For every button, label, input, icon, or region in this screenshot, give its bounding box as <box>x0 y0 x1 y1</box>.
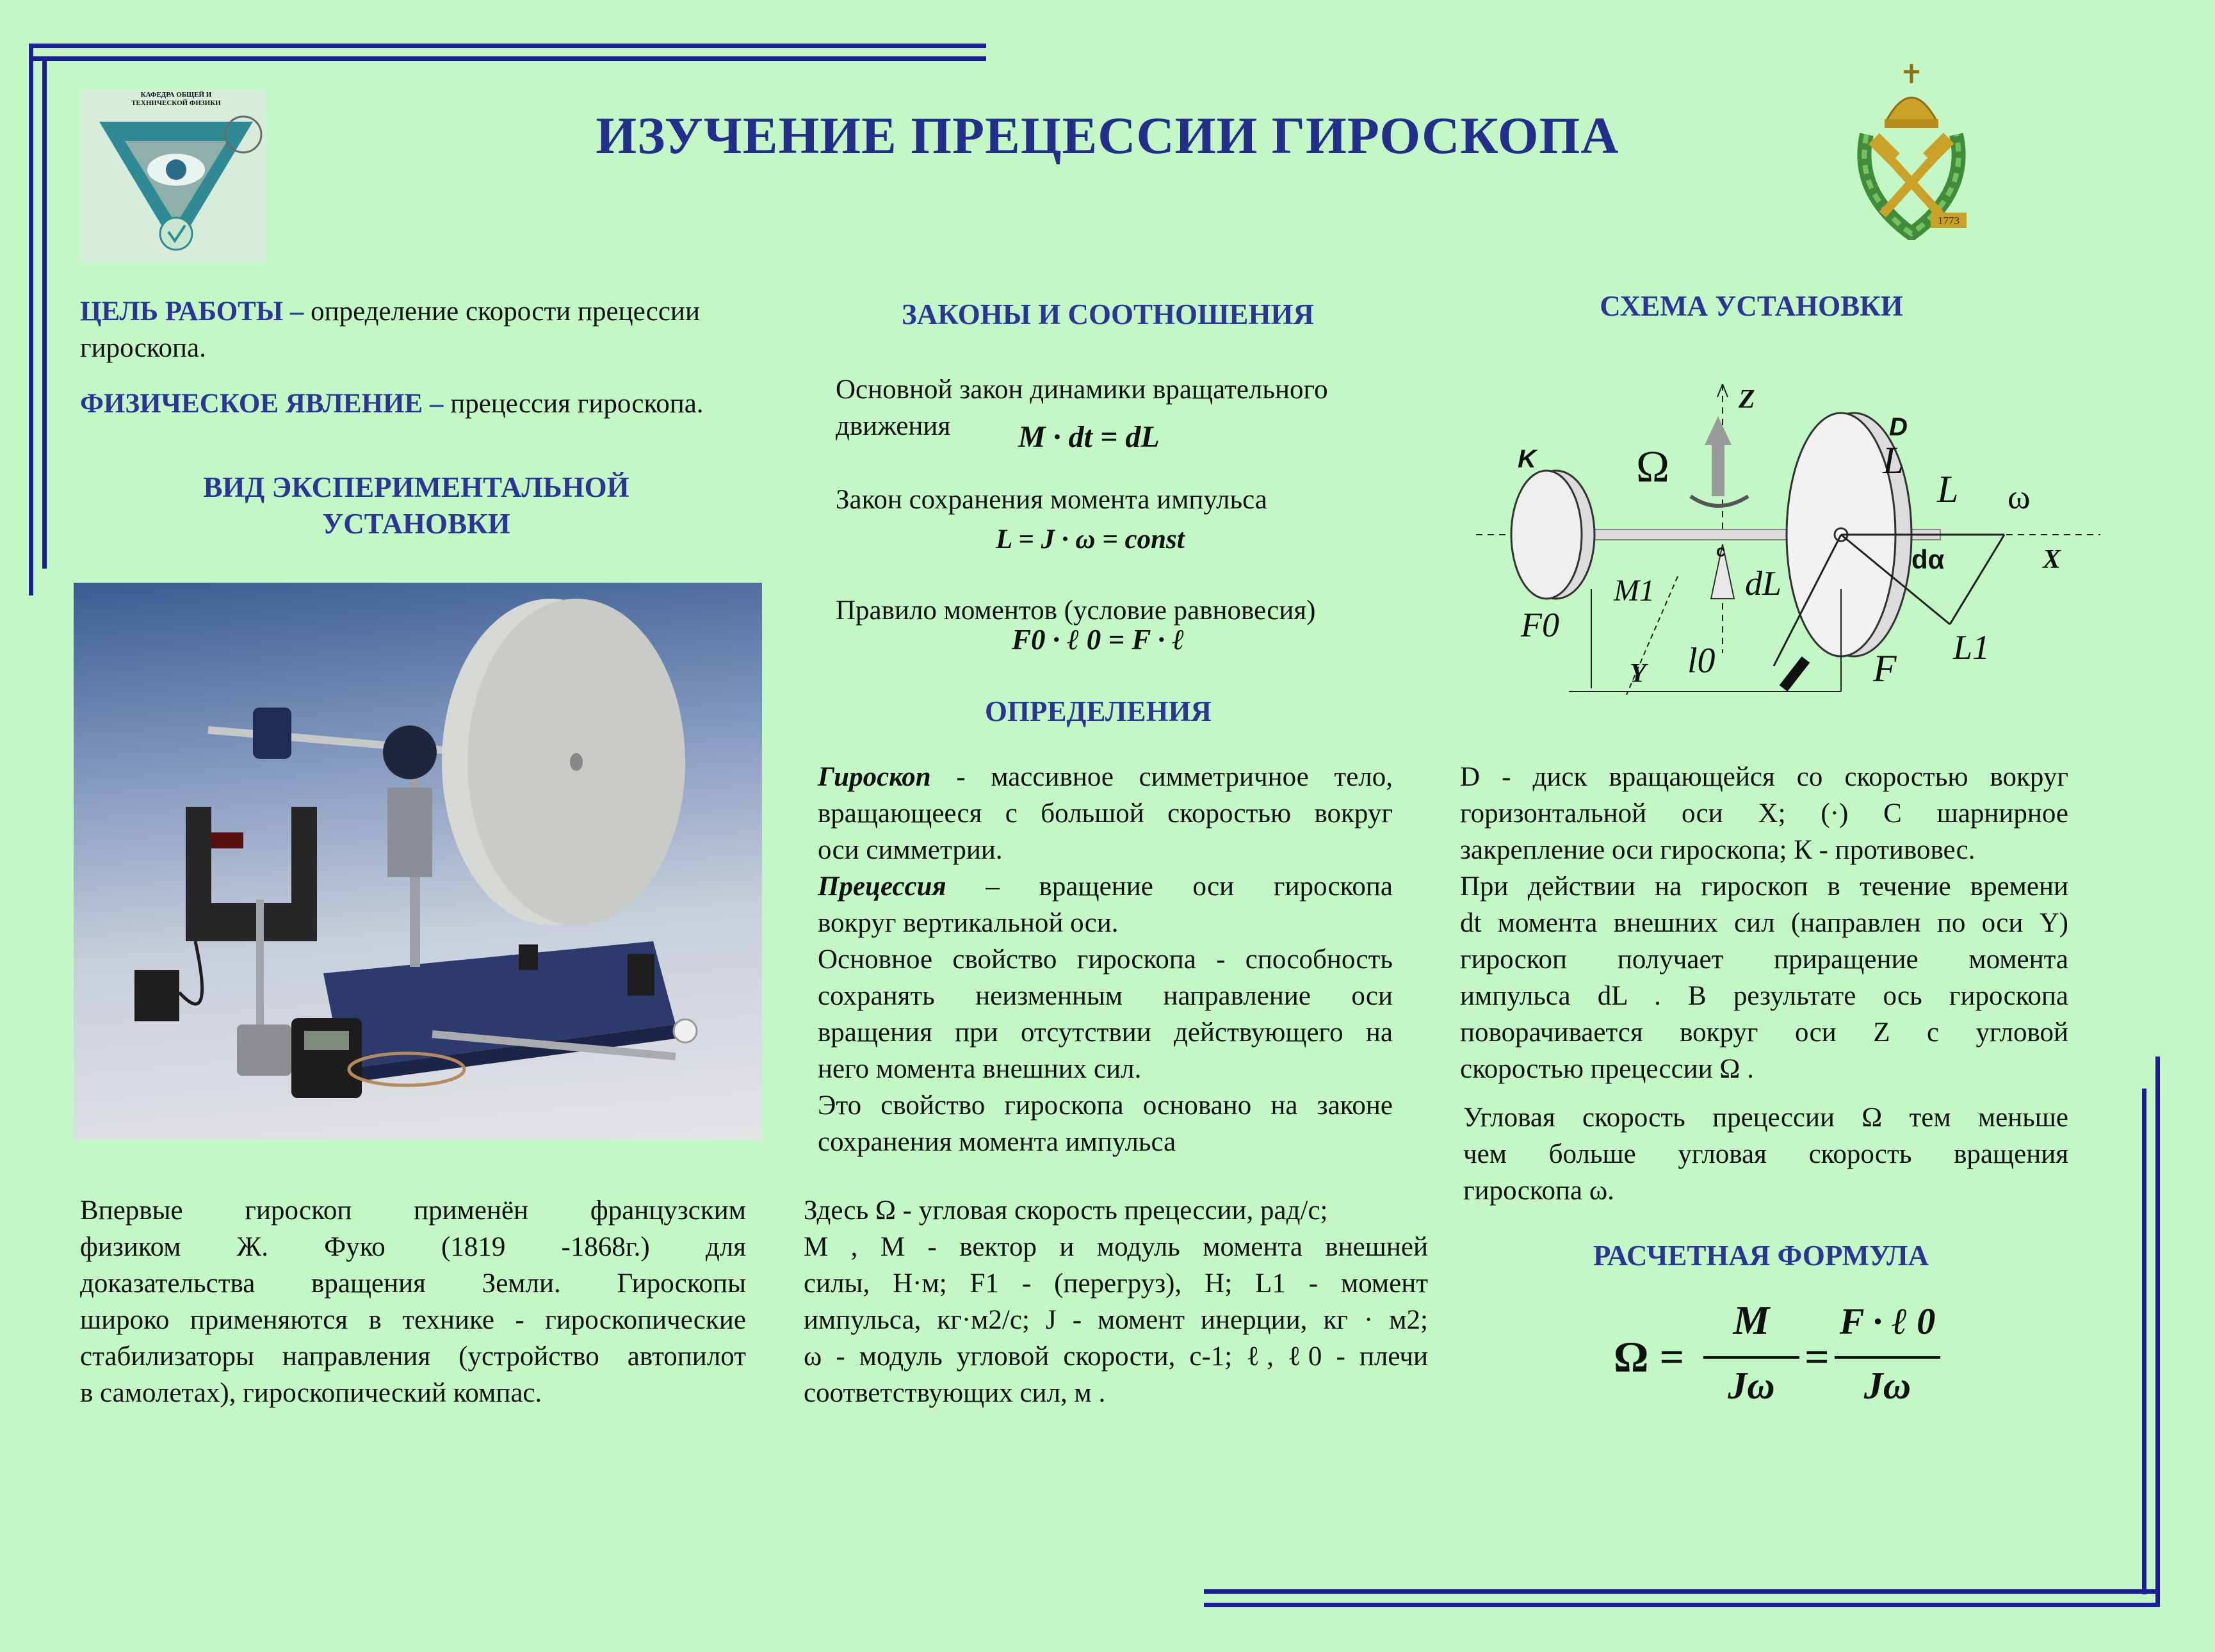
formula-equals: = <box>1805 1332 1830 1381</box>
angular-speed-line: чем больше угловая скорость вращения <box>1463 1139 2068 1169</box>
description-line: При действии на гироскоп в течение времени <box>1460 871 2068 902</box>
page-title: ИЗУЧЕНИЕ ПРЕЦЕССИИ ГИРОСКОПА <box>596 106 1619 165</box>
law2-text: Закон сохранения момента импульса <box>836 485 1267 515</box>
phenomenon-label: ФИЗИЧЕСКОЕ ЯВЛЕНИЕ – <box>80 389 444 419</box>
frame-top-line-2 <box>29 56 986 61</box>
notation-paragraph <box>804 1192 1428 1411</box>
scheme-heading: СХЕМА УСТАНОВКИ <box>1600 290 1903 322</box>
goal-text: определение скорости прецессии гироскопа. <box>80 296 700 363</box>
frame-bottom-line-1 <box>1204 1589 2158 1594</box>
setup-view-heading <box>128 469 704 542</box>
F0-label: F0 <box>1521 606 1559 644</box>
frame-bottom-line-2 <box>1204 1603 2158 1607</box>
notation-line: импульса, кг·м2/с; J - момент инерции, кг · м2; <box>804 1305 1428 1335</box>
definition-line: вращающееся с большой скоростью вокруг <box>818 798 1393 829</box>
history-line: Впервые гироскоп применён французским <box>80 1195 746 1226</box>
goal-label: ЦЕЛЬ РАБОТЫ – <box>80 296 304 327</box>
university-emblem <box>1841 64 1982 240</box>
goal-paragraph <box>80 293 775 366</box>
angular-speed-line: Угловая скорость прецессии Ω тем меньше <box>1463 1103 2068 1133</box>
history-line: широко применяются в технике - гироскопические <box>80 1305 746 1335</box>
notation-line: соответствующих сил, м . <box>804 1378 1106 1408</box>
gyroscope-definition: Гироскоп - массивное симметричное тело, <box>818 762 1393 792</box>
definitions-heading: ОПРЕДЕЛЕНИЯ <box>985 695 1212 727</box>
l0-label: l0 <box>1687 641 1716 681</box>
description-line: импульса dL . В результате ось гироскопа <box>1460 981 2068 1011</box>
description-line: D - диск вращающейся со скоростью вокруг <box>1460 762 2068 792</box>
definition-line: сохранения момента импульса <box>818 1127 1176 1157</box>
formula-numerator-2: F · ℓ 0 <box>1839 1300 1936 1342</box>
disk-label: D <box>1889 413 1908 441</box>
frame-right-line-2 <box>2155 1057 2160 1607</box>
angular-speed-line: гироскопа ω. <box>1463 1176 1614 1206</box>
definition-line: вращения при отсутствии действующего на <box>818 1017 1393 1048</box>
definition-line: вокруг вертикальной оси. <box>818 908 1119 938</box>
law3-equation: F0 · ℓ 0 = F · ℓ <box>1012 624 1185 656</box>
dL-label: dL <box>1745 564 1782 603</box>
law3-text: Правило моментов (условие равновесия) <box>836 595 1316 626</box>
phenomenon-text: прецессия гироскопа. <box>450 389 704 419</box>
notation-line: M , M - вектор и модуль момента внешней <box>804 1232 1428 1262</box>
precession-omega-label: Ω <box>1636 442 1670 492</box>
definition-line: сохранять неизменным направление оси <box>818 981 1393 1011</box>
definition-line: Основное свойство гироскопа - способность <box>818 944 1393 975</box>
description-line: скоростью прецессии Ω . <box>1460 1054 1754 1084</box>
spin-omega-label: ω <box>2008 478 2031 516</box>
frame-right-line-1 <box>2142 1089 2146 1594</box>
law1-line1: Основной закон динамики вращательного <box>836 375 1328 405</box>
history-line: доказательства вращения Земли. Гироскопы <box>80 1268 746 1299</box>
hinge-label: c <box>1716 541 1726 560</box>
history-paragraph <box>80 1192 746 1411</box>
F-label: F <box>1873 647 1897 690</box>
gyroscope-term: Гироскоп <box>818 762 931 792</box>
frame-top-line-1 <box>29 44 986 48</box>
notation-line: Здесь Ω - угловая скорость прецессии, рад/с; <box>804 1195 1328 1226</box>
angular-speed-paragraph <box>1463 1099 2068 1209</box>
formula-heading: РАСЧЕТНАЯ ФОРМУЛА <box>1593 1240 1929 1272</box>
formula-lhs: Ω = <box>1614 1332 1685 1381</box>
history-line: в самолетах), гироскопический компас. <box>80 1378 542 1408</box>
definition-line: оси симметрии. <box>818 835 1003 865</box>
formula-denominator-1: Jω <box>1728 1365 1775 1407</box>
counterweight-label: K <box>1518 445 1536 473</box>
history-line: физиком Ж. Фуко (1819 -1868г.) для <box>80 1232 746 1262</box>
formula-numerator-1: M <box>1733 1297 1770 1343</box>
axis-y-label: Y <box>1630 659 1646 688</box>
description-line: dt момента внешних сил (направлен по оси Y) <box>1460 908 2068 938</box>
law2-equation: L = J · ω = const <box>996 524 1185 555</box>
disk-L-label: L <box>1883 439 1904 482</box>
description-line: поворачивается вокруг оси Z с угловой <box>1460 1017 2068 1048</box>
emblem-year: 1773 <box>1938 215 1959 227</box>
notation-line: ω - модуль угловой скорости, с-1; ℓ, ℓ0 - плечи <box>804 1341 1428 1372</box>
formula-denominator-2: Jω <box>1863 1365 1911 1407</box>
laws-heading: ЗАКОНЫ И СООТНОШЕНИЯ <box>902 298 1314 330</box>
history-line: стабилизаторы направления (устройство автопилот <box>80 1341 746 1372</box>
precession-term: Прецессия <box>818 871 946 902</box>
angular-momentum-L-label: L <box>1937 468 1959 510</box>
angular-momentum-L1-label: L1 <box>1953 628 1990 667</box>
setup-view-heading-line1: ВИД ЭКСПЕРИМЕНТАЛЬНОЙ <box>203 471 629 503</box>
setup-scheme-diagram <box>1466 371 2113 717</box>
precession-definition: Прецессия – вращение оси гироскопа <box>818 871 1393 902</box>
M1-label: M1 <box>1614 574 1655 608</box>
dalpha-label: dα <box>1911 544 1945 574</box>
description-line: закрепление оси гироскопа; К - противовес. <box>1460 835 1976 865</box>
axis-z-label: Z <box>1739 385 1755 414</box>
description-paragraph <box>1460 759 2068 1087</box>
setup-photo <box>74 583 762 1140</box>
definition-line: Это свойство гироскопа основано на законе <box>818 1090 1393 1121</box>
department-logo-text: КАФЕДРА ОБЩЕЙ И ТЕХНИЧЕСКОЙ ФИЗИКИ <box>131 91 221 107</box>
fraction-bar-2 <box>1835 1356 1940 1359</box>
description-line: горизонтальной оси X; (·) C шарнирное <box>1460 798 2068 829</box>
definitions-body <box>818 759 1393 1160</box>
phenomenon-paragraph <box>80 385 848 422</box>
definition-line: него момента внешних сил. <box>818 1054 1142 1084</box>
setup-view-heading-line2: УСТАНОВКИ <box>322 508 510 540</box>
law1-equation: M · dt = dL <box>1018 420 1160 454</box>
law1-line2: движения <box>836 411 951 441</box>
description-line: гироскоп получает приращение момента <box>1460 944 2068 975</box>
axis-x-label: X <box>2043 545 2061 574</box>
notation-line: силы, Н·м; F1 - (перегруз), Н; L1 - момент <box>804 1268 1428 1299</box>
fraction-bar-1 <box>1703 1356 1799 1359</box>
calculation-formula <box>1614 1297 1934 1425</box>
